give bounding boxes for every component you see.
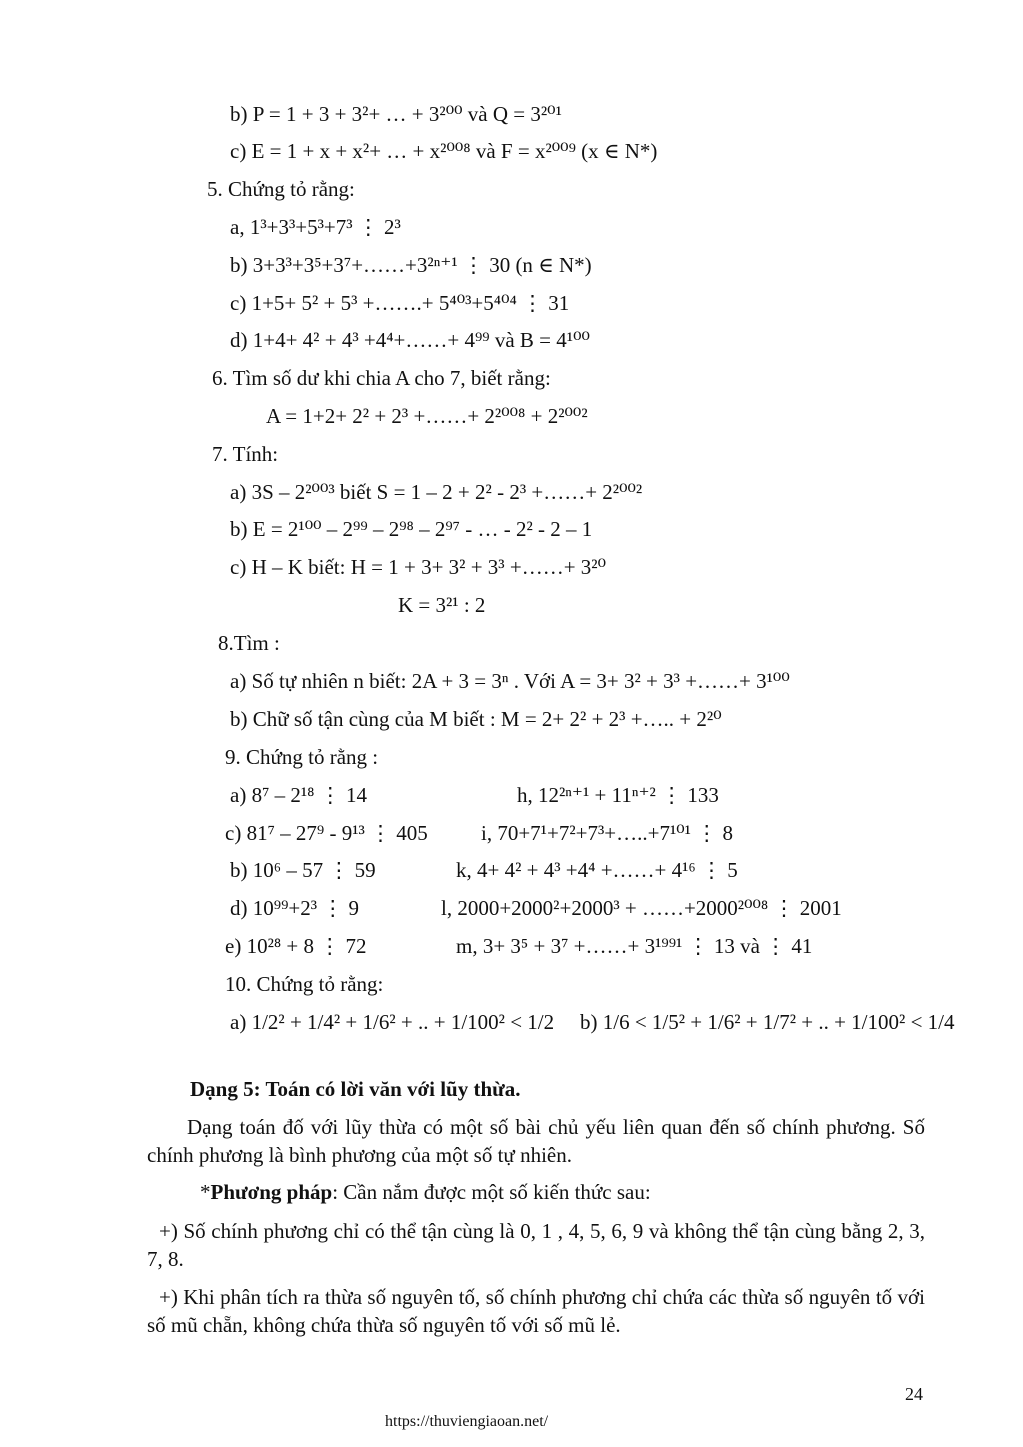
exercise-9k: k, 4+ 4² + 4³ +4⁴ +……+ 4¹⁶ ⋮ 5	[456, 858, 738, 882]
exercise-9-title: 9. Chứng tỏ rằng :	[225, 745, 379, 769]
exercise-4b: b) P = 1 + 3 + 3²+ … + 3²⁰⁰ và Q = 3²⁰¹	[230, 102, 562, 126]
exercise-9b: b) 10⁶ – 57 ⋮ 59	[230, 858, 376, 882]
exercise-6-title: 6. Tìm số dư khi chia A cho 7, biết rằng:	[212, 366, 551, 390]
exercise-9d: d) 10⁹⁹+2³ ⋮ 9	[230, 896, 360, 920]
exercise-9a: a) 8⁷ – 2¹⁸ ⋮ 14	[230, 783, 368, 807]
exercise-9h: h, 12²ⁿ⁺¹ + 11ⁿ⁺² ⋮ 133	[517, 783, 719, 807]
exercise-10b: b) 1/6 < 1/5² + 1/6² + 1/7² + .. + 1/100² < 1/4	[580, 1010, 955, 1034]
exercise-5b: b) 3+3³+3⁵+3⁷+……+3²ⁿ⁺¹ ⋮ 30 (n ∈ N*)	[230, 253, 592, 277]
exercise-7c-k: K = 3²¹ : 2	[398, 593, 486, 617]
bullet-prime-factorization: +) Khi phân tích ra thừa số nguyên tố, số chính phương chỉ chứa các thừa số nguyên tố với số mũ chẵn, không chứa thừa số nguyên tố với số mũ lẻ.	[147, 1285, 925, 1337]
footer-url[interactable]: https://thuviengiaoan.net/	[385, 1413, 549, 1430]
exercise-9m: m, 3+ 3⁵ + 3⁷ +……+ 3¹⁹⁹¹ ⋮ 13 và ⋮ 41	[456, 934, 813, 958]
exercise-9l: l, 2000+2000²+2000³ + ……+2000²⁰⁰⁸ ⋮ 2001	[441, 896, 842, 920]
exercise-8b: b) Chữ số tận cùng của M biết : M = 2+ 2² + 2³ +….. + 2²⁰	[230, 707, 722, 731]
exercise-9i: i, 70+7¹+7²+7³+…..+7¹⁰¹ ⋮ 8	[481, 821, 733, 845]
exercise-7a: a) 3S – 2²⁰⁰³ biết S = 1 – 2 + 2² - 2³ +……+ 2²⁰⁰²	[230, 480, 643, 504]
method-text: : Cần nắm được một số kiến thức sau:	[332, 1180, 651, 1204]
method-label: Phương pháp	[210, 1180, 333, 1204]
exercise-4c: c) E = 1 + x + x²+ … + x²⁰⁰⁸ và F = x²⁰⁰⁹ (x ∈ N*)	[230, 139, 658, 163]
exercise-5c: c) 1+5+ 5² + 5³ +…….+ 5⁴⁰³+5⁴⁰⁴ ⋮ 31	[230, 291, 570, 315]
section-heading: Dạng 5: Toán có lời văn với lũy thừa.	[190, 1077, 521, 1101]
exercise-7-title: 7. Tính:	[212, 442, 279, 466]
method-prefix: *	[200, 1180, 211, 1204]
exercise-8-title: 8.Tìm :	[218, 631, 280, 655]
bullet-perfect-square-endings: +) Số chính phương chỉ có thể tận cùng là 0, 1 , 4, 5, 6, 9 và không thể tận cùng bằng 2, 3, 7, 8.	[147, 1219, 925, 1271]
exercise-5d: d) 1+4+ 4² + 4³ +4⁴+……+ 4⁹⁹ và B = 4¹⁰⁰	[230, 328, 590, 352]
method-line	[200, 1182, 651, 1203]
exercise-6-formula: A = 1+2+ 2² + 2³ +……+ 2²⁰⁰⁸ + 2²⁰⁰²	[266, 404, 588, 428]
exercise-5-title: 5. Chứng tỏ rằng:	[207, 177, 355, 201]
exercise-8a: a) Số tự nhiên n biết: 2A + 3 = 3ⁿ . Với A = 3+ 3² + 3³ +……+ 3¹⁰⁰	[230, 669, 790, 693]
exercise-7b: b) E = 2¹⁰⁰ – 2⁹⁹ – 2⁹⁸ – 2⁹⁷ - … - 2² - 2 – 1	[230, 517, 593, 541]
exercise-7c: c) H – K biết: H = 1 + 3+ 3² + 3³ +……+ 3²⁰	[230, 555, 607, 579]
exercise-5a: a, 1³+3³+5³+7³ ⋮ 2³	[230, 215, 401, 239]
exercise-10-title: 10. Chứng tỏ rằng:	[225, 972, 384, 996]
exercise-9c: c) 81⁷ – 27⁹ - 9¹³ ⋮ 405	[225, 821, 428, 845]
page-number: 24	[905, 1384, 923, 1404]
exercise-9e: e) 10²⁸ + 8 ⋮ 72	[225, 934, 367, 958]
exercise-10a: a) 1/2² + 1/4² + 1/6² + .. + 1/100² < 1/2	[230, 1010, 555, 1034]
intro-paragraph: Dạng toán đố với lũy thừa có một số bài chủ yếu liên quan đến số chính phương. Số chính phương là bình phương của một số tự nhiên.	[147, 1115, 925, 1167]
